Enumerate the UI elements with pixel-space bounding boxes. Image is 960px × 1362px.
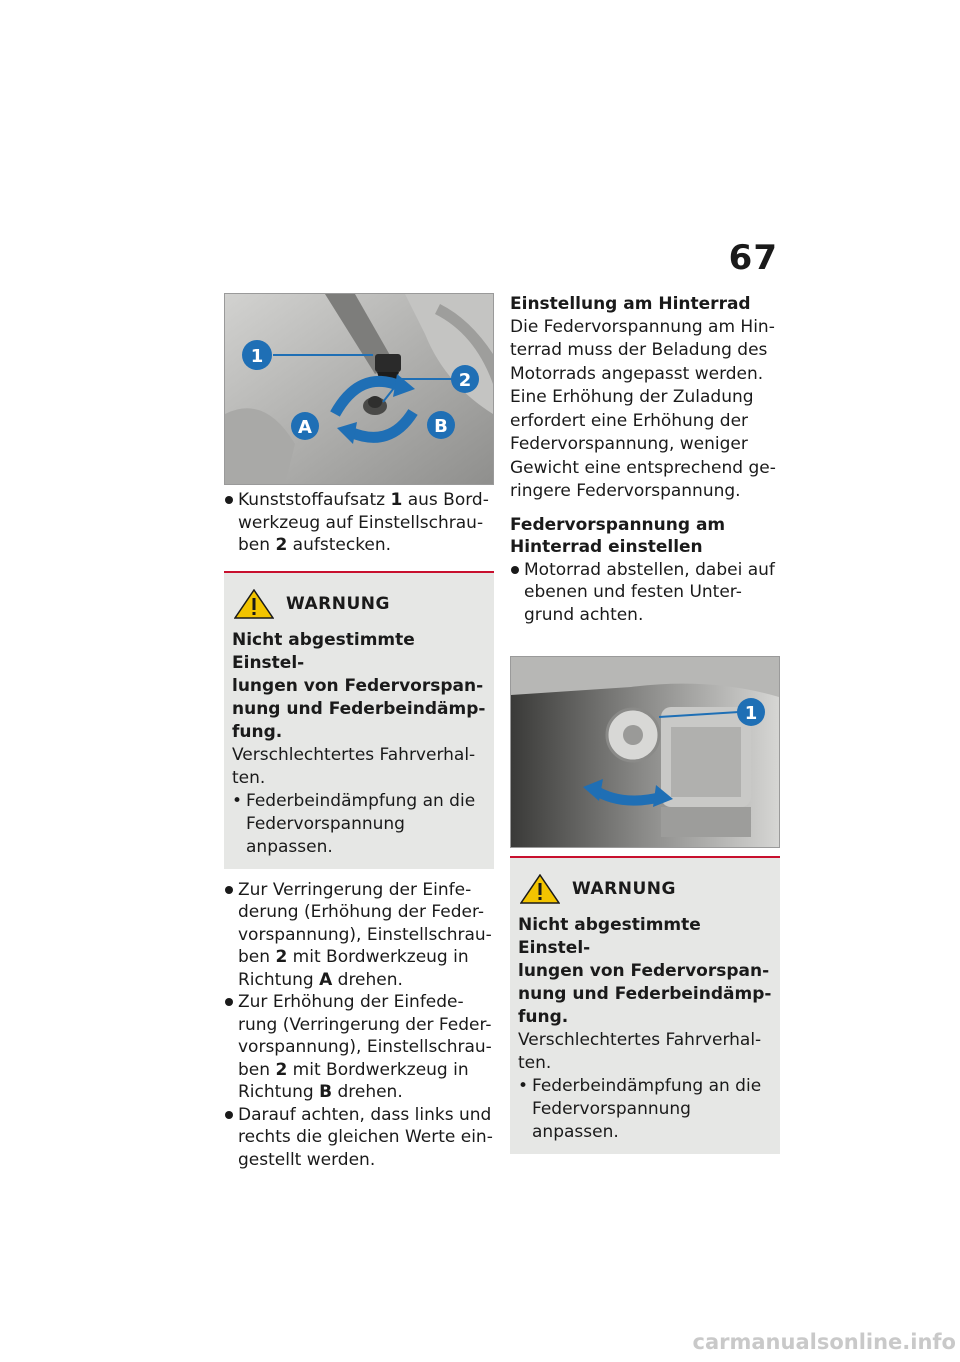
warning-triangle-icon <box>520 874 560 904</box>
section-intro: Die Federvorspannung am Hin- terrad muss der Beladung des Motorrads angepasst werden. Eine Erhöhung der Zuladung erfordert eine Erhöhung der Federvorspannung, weniger Gewicht eine entsprechend ge- ringere Federvorspannung. <box>510 316 776 501</box>
step-direction-b: Zur Erhöhung der Einfede- rung (Verringerung der Feder- vorspannung), Einstellschrau- ben 2 mit Bordwerkzeug in Richtung B drehen. <box>224 991 494 1104</box>
step-park-motorcycle: Motorrad abstellen, dabei auf ebenen und festen Unter- grund achten. <box>510 559 780 627</box>
callout-1: 1 <box>250 346 264 367</box>
step-equal-values: Darauf achten, dass links und rechts die gleichen Werte ein- gestellt werden. <box>224 1104 494 1172</box>
subsection-heading: Federvorspannung am Hinterrad einstellen <box>510 514 726 557</box>
warning-title: WARNUNG <box>286 593 390 614</box>
callout-2: 2 <box>458 370 472 391</box>
callout-1: 1 <box>744 703 758 724</box>
warning-subtitle: Nicht abgestimmte Einstel- lungen von Federvorspan- nung und Federbeindämp- fung. <box>518 915 772 1027</box>
right-column <box>510 293 780 1154</box>
warning-subtitle: Nicht abgestimmte Einstel- lungen von Federvorspan- nung und Federbeindämp- fung. <box>232 629 486 742</box>
callout-b: B <box>434 416 448 437</box>
section-heading: Einstellung am Hinterrad <box>510 294 751 314</box>
step-direction-a: Zur Verringerung der Einfe- derung (Erhöhung der Feder- vorspannung), Einstellschrau- ben 2 mit Bordwerkzeug in Richtung A drehen. <box>224 879 494 992</box>
warning-text: Verschlechtertes Fahrverhal- ten. <box>232 744 476 788</box>
warning-triangle-icon <box>234 589 274 619</box>
callout-a: A <box>298 417 312 438</box>
watermark: carmanualsonline.info <box>692 1330 956 1354</box>
warning-box <box>510 856 780 1154</box>
front-fork-adjuster-figure <box>224 293 494 485</box>
warning-text: Verschlechtertes Fahrverhal- ten. <box>518 1030 762 1073</box>
warning-box <box>224 571 494 869</box>
warning-action: • Federbeindämpfung an die Federvorspannung anpassen. <box>518 1075 772 1144</box>
rear-shock-adjuster-figure <box>510 656 780 848</box>
page-number: 67 <box>728 238 778 278</box>
warning-action: • Federbeindämpfung an die Federvorspannung anpassen. <box>232 790 486 859</box>
warning-title: WARNUNG <box>572 879 676 899</box>
step-attach-cap: Kunststoffaufsatz 1 aus Bord- werkzeug auf Einstellschrau- ben 2 aufstecken. <box>224 489 494 557</box>
front-fork-illustration <box>225 294 493 484</box>
rear-shock-illustration <box>511 657 779 847</box>
left-column <box>224 293 494 1171</box>
